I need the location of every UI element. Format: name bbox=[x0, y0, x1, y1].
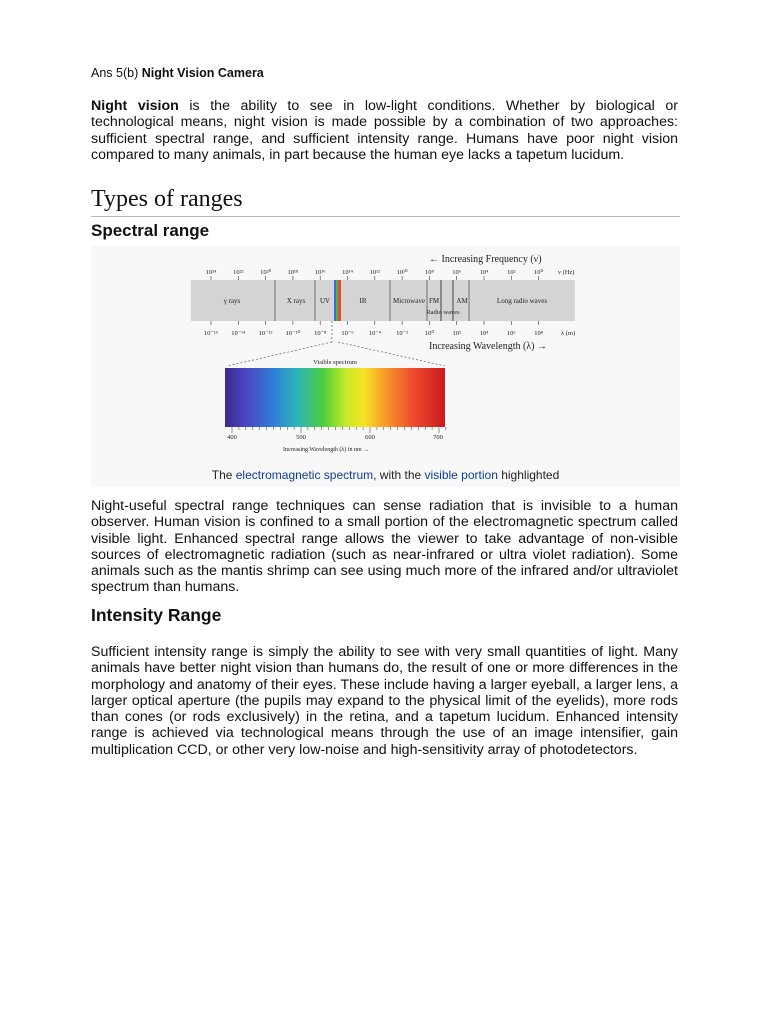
spectral-range-heading: Spectral range bbox=[91, 221, 210, 240]
wavelength-tick-label: 10⁶ bbox=[506, 330, 516, 337]
frequency-axis-title: ← Increasing Frequency (ν) bbox=[429, 254, 542, 265]
wavelength-tick-label: 10⁻¹⁴ bbox=[231, 330, 246, 337]
intro-text: is the ability to see in low-light conditions. Whether by biological or technological means, night vision is made possible by a combination of two approaches: sufficient spectral range, and sufficient intensity range. Humans have poor night vision compared to many animals, in part because the human eye lacks a tapetum lucidum. bbox=[91, 98, 679, 163]
intro-paragraph bbox=[91, 98, 678, 163]
wavelength-tick-label: 10⁻² bbox=[396, 330, 409, 337]
band-xray: X rays bbox=[286, 297, 306, 305]
caption-link-em-spectrum[interactable]: electromagnetic spectrum bbox=[235, 468, 374, 482]
wavelength-tick-marks bbox=[211, 321, 539, 325]
caption-pre: The bbox=[211, 468, 236, 482]
visible-tick-500: 500 bbox=[296, 434, 306, 441]
frequency-tick-label: 10⁴ bbox=[479, 269, 489, 276]
question-title: Night Vision Camera bbox=[141, 66, 264, 80]
visible-spectrum-title: Visible spectrum bbox=[313, 359, 357, 366]
question-prefix: Ans 5(b) bbox=[91, 66, 139, 80]
frequency-tick-label: 10⁸ bbox=[425, 269, 434, 276]
question-label bbox=[91, 66, 264, 80]
frequency-tick-label: 10¹⁴ bbox=[342, 269, 353, 276]
wavelength-tick-label: 10⁻⁶ bbox=[341, 330, 354, 337]
spectral-paragraph: Night-useful spectral range techniques can sense radiation that is invisible to a human observer. Human vision is confined to a small portion of the electromagnetic spectrum called visible light. Enhanced spectral range allows the viewer to take advantage of non-visible sources of electromagnetic radiation (such as near-infrared or ultra violet radiation). Some animals such as the mantis shrimp can see using much more of the infrared and/or ultraviolet spectrum than humans. bbox=[91, 498, 678, 596]
frequency-tick-label: 10⁰ bbox=[534, 269, 544, 276]
band-radio-waves: Radio waves bbox=[426, 309, 460, 316]
visible-minor-ticks bbox=[232, 427, 446, 433]
visible-band-green bbox=[336, 280, 338, 321]
wavelength-tick-label: 10⁻¹⁶ bbox=[203, 330, 219, 337]
wavelength-tick-label: 10⁰ bbox=[424, 330, 434, 337]
spectrum-diagram bbox=[91, 246, 680, 466]
band-ir: IR bbox=[359, 297, 367, 305]
heading-divider bbox=[91, 216, 680, 217]
caption-mid: , with the bbox=[373, 468, 425, 482]
wavelength-tick-labels bbox=[204, 329, 544, 337]
intro-term: Night vision bbox=[91, 98, 179, 114]
wavelength-tick-label: 10⁻⁴ bbox=[368, 330, 381, 337]
wavelength-tick-label: 10⁸ bbox=[534, 330, 543, 337]
wavelength-tick-label: 10⁴ bbox=[479, 330, 489, 337]
intensity-range-heading: Intensity Range bbox=[91, 605, 222, 625]
band-gamma: γ rays bbox=[223, 297, 241, 305]
frequency-tick-label: 10²⁰ bbox=[260, 269, 272, 276]
visible-band-red bbox=[338, 280, 341, 321]
band-microwave: Microwave bbox=[393, 297, 425, 305]
visible-band-blue bbox=[334, 280, 336, 321]
figure-caption bbox=[91, 468, 680, 482]
intensity-paragraph: Sufficient intensity range is simply the ability to see with very small quantities of light. Many animals have better night vision than humans do, the result of one or more differences in the morphology and anatomy of their eyes. These include having a larger eyeball, a larger lens, a larger optical aperture (the pupils may expand to the physical limit of the eyelids), more rods than cones (or rods exclusively) in the retina, and a tapetum lucidum. Enhanced intensity range is achieved via technological means through the use of an image intensifier, gain multiplication CCD, or other very low-noise and high-sensitivity array of photodetectors. bbox=[91, 644, 678, 758]
frequency-unit: ν (Hz) bbox=[558, 269, 575, 276]
wavelength-tick-label: 10² bbox=[452, 330, 461, 337]
wavelength-tick-label: 10⁻¹⁰ bbox=[285, 330, 301, 337]
spectrum-figure bbox=[91, 246, 680, 487]
frequency-tick-label: 10¹⁰ bbox=[396, 269, 408, 276]
visible-spectrum-bar bbox=[225, 368, 445, 427]
visible-tick-700: 700 bbox=[433, 434, 443, 441]
band-uv: UV bbox=[319, 297, 331, 305]
frequency-tick-label: 10⁶ bbox=[452, 269, 462, 276]
wavelength-tick-label: 10⁻⁸ bbox=[314, 330, 327, 337]
visible-tick-400: 400 bbox=[227, 434, 237, 441]
wavelength-axis-title: Increasing Wavelength (λ) → bbox=[429, 341, 547, 352]
section-heading: Types of ranges bbox=[91, 186, 243, 212]
frequency-tick-label: 10²² bbox=[233, 269, 244, 276]
visible-axis-title: Increasing Wavelength (λ) in nm → bbox=[283, 447, 370, 453]
frequency-tick-label: 10¹² bbox=[369, 269, 381, 276]
caption-post: highlighted bbox=[497, 468, 560, 482]
frequency-tick-label: 10¹⁸ bbox=[287, 269, 299, 276]
band-fm: FM bbox=[428, 297, 440, 305]
visible-tick-600: 600 bbox=[365, 434, 375, 441]
band-am: AM bbox=[456, 297, 468, 305]
frequency-tick-label: 10¹⁶ bbox=[314, 269, 326, 276]
band-long-radio: Long radio waves bbox=[496, 297, 548, 305]
wavelength-unit: λ (m) bbox=[561, 330, 576, 337]
wavelength-tick-label: 10⁻¹² bbox=[258, 330, 273, 337]
frequency-tick-marks bbox=[211, 276, 539, 280]
frequency-tick-label: 10²⁴ bbox=[205, 269, 217, 276]
frequency-tick-labels bbox=[206, 268, 544, 276]
frequency-tick-label: 10² bbox=[507, 269, 516, 276]
caption-link-visible-portion[interactable]: visible portion bbox=[424, 468, 498, 482]
